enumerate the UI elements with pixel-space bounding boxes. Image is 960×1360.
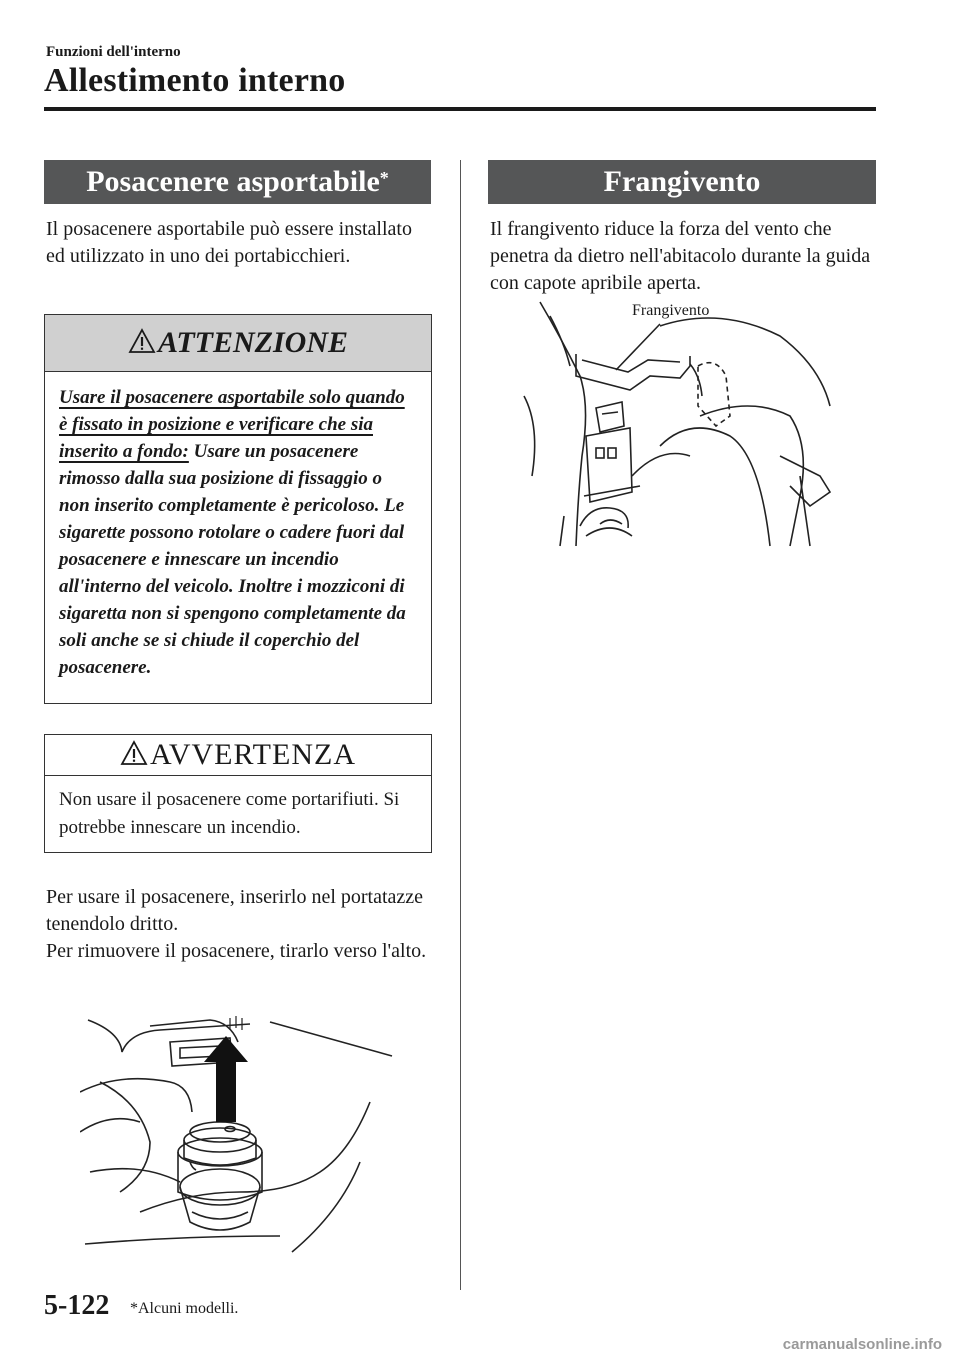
ashtray-insert-text: Per usare il posacenere, inserirlo nel portatazze tenendolo dritto. <box>46 886 424 935</box>
page-number: 5-122 <box>44 1290 110 1321</box>
optional-mark: * <box>379 168 389 188</box>
notice-header <box>45 735 431 776</box>
header-rule <box>44 107 876 111</box>
caution-body-text: Usare un posacenere rimosso dalla sua posizione di fissaggio o non inserito completamente è pericoloso. Le sigarette possono rotolare o cadere fuori dal posacenere e innescare un incendio all'interno del veicolo. Inoltre i mozziconi di sigaretta non si spengono completamente da soli anche se si chiude il coperchio del posacenere. <box>59 441 406 678</box>
ashtray-illustration <box>80 1012 400 1264</box>
ashtray-intro: Il posacenere asportabile può essere installato ed utilizzato in uno dei portabicchieri. <box>46 218 412 267</box>
wind-deflector-intro: Il frangivento riduce la forza del vento che penetra da dietro nell'abitacolo durante la guida con capote apribile aperta. <box>490 218 871 294</box>
caution-box <box>44 314 432 704</box>
caution-underlined-text: Usare il posacenere asportabile solo quando è fissato in posizione e verificare che sia inserito a fondo: <box>59 387 405 462</box>
wind-deflector-illustration <box>520 296 840 556</box>
caution-body <box>45 372 431 695</box>
page-title: Allestimento interno <box>44 62 346 99</box>
warning-triangle-icon <box>128 328 156 354</box>
notice-body: Non usare il posacenere come portarifiuti. Si potrebbe innescare un incendio. <box>59 789 400 838</box>
warning-triangle-icon <box>120 740 148 766</box>
ashtray-remove-text: Per rimuovere il posacenere, tirarlo verso l'alto. <box>46 940 427 962</box>
footnote: *Alcuni modelli. <box>130 1300 239 1317</box>
section-label: Funzioni dell'interno <box>46 44 181 60</box>
notice-title: AVVERTENZA <box>150 738 356 771</box>
watermark: carmanualsonline.info <box>782 1336 942 1353</box>
ashtray-usage <box>46 884 430 965</box>
wind-deflector-callout: Frangivento <box>632 302 710 319</box>
column-divider <box>460 160 461 1290</box>
caution-header <box>45 315 431 372</box>
caution-title: ATTENZIONE <box>157 326 349 359</box>
wind-deflector-section-title: Frangivento <box>488 160 876 204</box>
notice-box <box>44 734 432 853</box>
ashtray-title-text: Posacenere asportabile <box>86 165 380 198</box>
ashtray-section-title <box>44 160 431 204</box>
